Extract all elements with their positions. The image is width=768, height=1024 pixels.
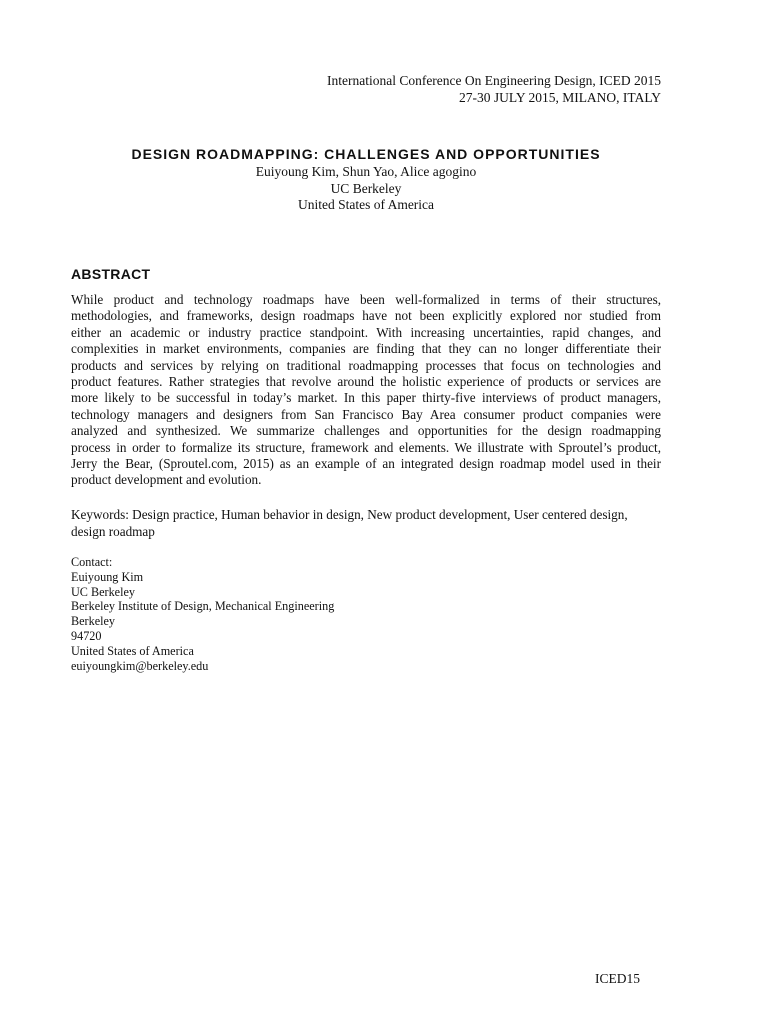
contact-country: United States of America [71, 643, 194, 658]
contact-zip: 94720 [71, 628, 102, 643]
abstract-line: analyzed and synthesized. We summarize challenges and opportunities for the design roadmapping [71, 423, 661, 439]
keywords-line: Keywords: Design practice, Human behavior in design, New product development, User centered design, [71, 507, 628, 522]
contact-block [71, 555, 334, 673]
author-block [0, 164, 732, 214]
abstract-line: more likely to be successful in today’s market. In this paper thirty-five interviews of product managers, [71, 390, 661, 406]
contact-email: euiyoungkim@berkeley.edu [71, 658, 209, 673]
paper-title: DESIGN ROADMAPPING: CHALLENGES AND OPPORTUNITIES [131, 146, 601, 162]
keywords [71, 507, 661, 540]
conference-header [327, 72, 661, 106]
contact-city: Berkeley [71, 614, 115, 629]
contact-department: Berkeley Institute of Design, Mechanical Engineering [71, 599, 335, 614]
abstract-line: product development and evolution. [71, 472, 262, 488]
abstract-heading: ABSTRACT [71, 266, 151, 282]
contact-university: UC Berkeley [71, 584, 135, 599]
country: United States of America [297, 197, 435, 212]
affiliation: UC Berkeley [330, 180, 402, 196]
abstract-line: products and services by relying on traditional roadmapping processes that focus on technologies and [71, 357, 661, 373]
contact-label: Contact: [71, 555, 113, 569]
abstract-line: product features. Rather strategies that revolve around the holistic experience of products or services are [71, 374, 661, 390]
abstract-line: While product and technology roadmaps have been well-formalized in terms of their structures, [71, 292, 661, 307]
page-footer: ICED15 [595, 971, 640, 986]
abstract-line: complexities in market environments, companies are finding that they can no longer differentiate their [71, 341, 661, 357]
abstract-line: process in order to formalize its structure, framework and elements. We illustrate with Sproutel’s product, [71, 439, 661, 455]
authors: Euiyoung Kim, Shun Yao, Alice agogino [255, 164, 477, 179]
contact-name: Euiyoung Kim [71, 569, 144, 584]
abstract-line: methodologies, and frameworks, design roadmaps have not been explicitly explored nor studied from [71, 308, 661, 324]
abstract-line: technology managers and designers from San Francisco Bay Area consumer product companies were [71, 406, 661, 422]
conference-date-place: 27-30 JULY 2015, MILANO, ITALY [459, 90, 661, 105]
abstract-body [71, 292, 661, 489]
conference-name: International Conference On Engineering Design, ICED 2015 [326, 73, 661, 88]
abstract-line: either an academic or industry practice standpoint. With increasing uncertainties, rapid changes, and [71, 324, 661, 340]
keywords-line: design roadmap [71, 523, 155, 539]
abstract-line: Jerry the Bear, (Sproutel.com, 2015) as an example of an integrated design roadmap model used in their [71, 456, 661, 472]
